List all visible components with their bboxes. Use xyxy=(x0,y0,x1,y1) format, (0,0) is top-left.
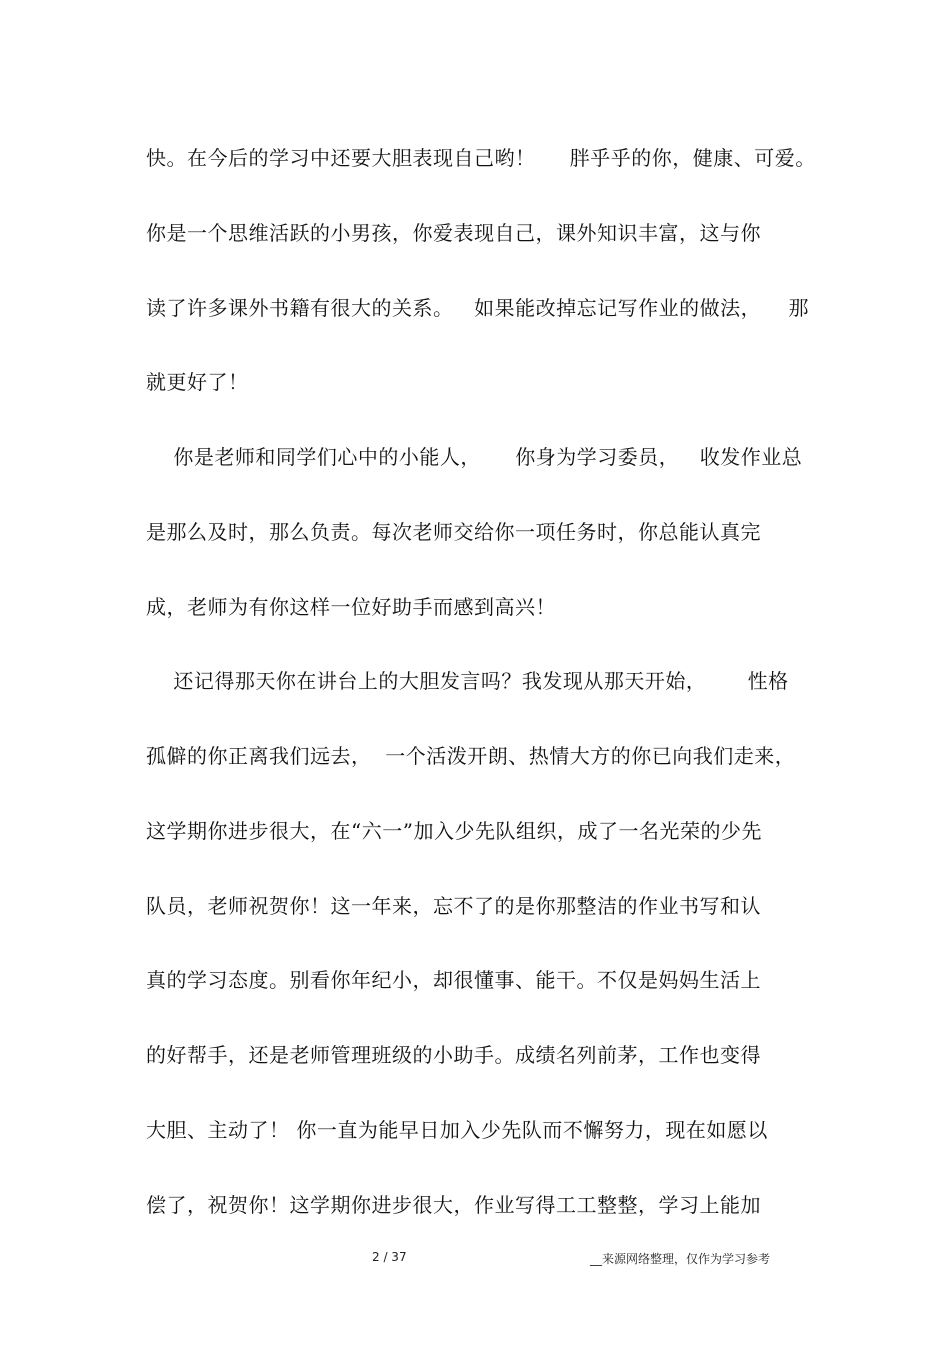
text-line: 快。在今后的学习中还要大胆表现自己哟！ 胖乎乎的你，健康、可爱。 xyxy=(146,146,816,170)
text-line: 还记得那天你在讲台上的大胆发言吗？我发现从那天开始， 性格 xyxy=(146,669,789,693)
text-line: 读了许多课外书籍有很大的关系。 如果能改掉忘记写作业的做法， 那 xyxy=(146,296,810,320)
text-line: 你是一个思维活跃的小男孩，你爱表现自己，课外知识丰富，这与你 xyxy=(146,221,761,245)
text-line: 真的学习态度。别看你年纪小，却很懂事、能干。不仅是妈妈生活上 xyxy=(146,968,761,992)
source-note: __来源网络整理，仅作为学习参考 xyxy=(590,1252,771,1266)
page-number: 2 / 37 xyxy=(372,1250,407,1264)
text-line: 偿了，祝贺你！这学期你进步很大，作业写得工工整整，学习上能加 xyxy=(146,1193,761,1217)
text-line: 孤僻的你正离我们远去， 一个活泼开朗、热情大方的你已向我们走来， xyxy=(146,744,796,768)
text-line: 你是老师和同学们心中的小能人， 你身为学习委员， 收发作业总 xyxy=(146,445,803,469)
text-line: 成，老师为有你这样一位好助手而感到高兴！ xyxy=(146,595,556,619)
text-line: 大胆、主动了！ 你一直为能早日加入少先队而不懈努力，现在如愿以 xyxy=(146,1118,768,1142)
text-line: 队员，老师祝贺你！这一年来，忘不了的是你那整洁的作业书写和认 xyxy=(146,894,761,918)
text-line: 是那么及时，那么负责。每次老师交给你一项任务时，你总能认真完 xyxy=(146,520,761,544)
text-line: 这学期你进步很大，在“六一”加入少先队组织，成了一名光荣的少先 xyxy=(146,819,762,843)
text-line: 的好帮手，还是老师管理班级的小助手。成绩名列前茅，工作也变得 xyxy=(146,1043,761,1067)
text-line: 就更好了！ xyxy=(146,370,249,394)
